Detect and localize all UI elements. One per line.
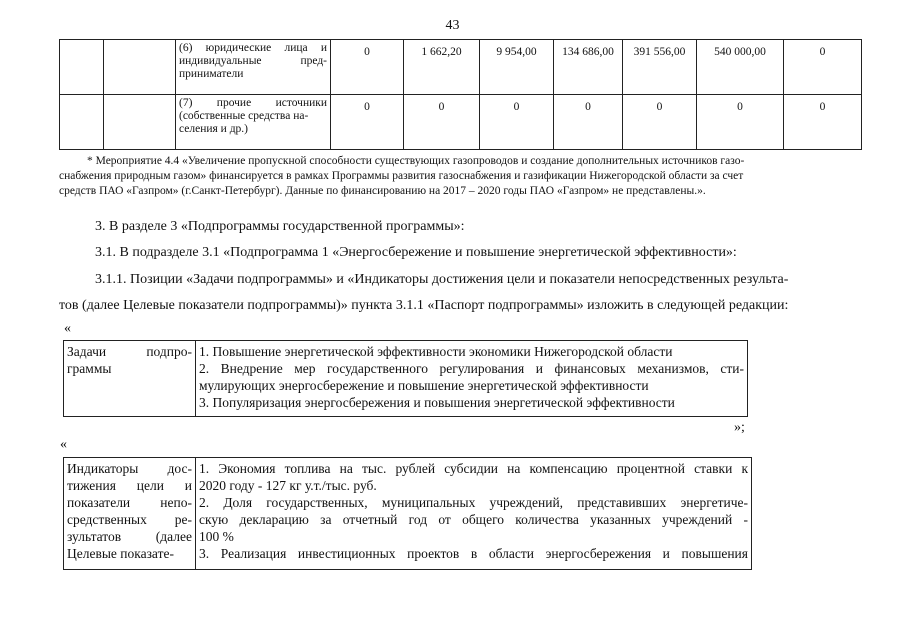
table-row <box>64 341 748 417</box>
table-row <box>60 95 862 150</box>
table-cell: 1 662,20 <box>404 40 480 95</box>
empty-cell <box>104 40 176 95</box>
close-quote: »; <box>734 420 745 435</box>
desc-line: (6) юридические лица и <box>179 42 327 54</box>
indicator-item: 3. Реализация инвестиционных проектов в области энергосбережения и повышения <box>199 546 748 561</box>
table-cell: 0 <box>480 95 554 150</box>
table-cell: 134 686,00 <box>554 40 623 95</box>
paragraph: 3.1. В подразделе 3.1 «Подпрограмма 1 «Энергосбережение и повышение энергетической эффективности»: <box>95 245 737 260</box>
paragraph: тов (далее Целевые показатели подпрограммы)» пункта 3.1.1 «Паспорт подпрограммы» изложить в следующей редакции: <box>59 298 789 313</box>
desc-line: индивидуальные пред- <box>179 55 327 67</box>
table-cell: 0 <box>331 40 404 95</box>
empty-cell <box>104 95 176 150</box>
financing-table <box>59 39 862 150</box>
table-cell: 0 <box>331 95 404 150</box>
row-description <box>176 95 331 150</box>
task-item: мулирующих энергосбережение и повышение энергетической эффективности <box>199 378 649 393</box>
label-line: зультатов (далее <box>67 529 192 544</box>
paragraph: 3.1.1. Позиции «Задачи подпрограммы» и «Индикаторы достижения цели и показатели непосредственных результа- <box>95 272 789 287</box>
task-item: 3. Популяризация энергосбережения и повышения энергетической эффективности <box>199 395 675 410</box>
empty-cell <box>60 95 104 150</box>
label-line: Целевые показате- <box>67 546 174 561</box>
tasks-table <box>63 340 748 417</box>
row-description <box>176 40 331 95</box>
table-cell: 0 <box>784 40 862 95</box>
label-line: Задачи подпро- <box>67 344 192 359</box>
task-item: 2. Внедрение мер государственного регулирования и финансовых механизмов, сти- <box>199 361 744 376</box>
table-row <box>64 458 752 570</box>
desc-line: (собственные средства на- <box>179 110 309 122</box>
indicator-item: 2020 году - 127 кг у.т./тыс. руб. <box>199 478 377 493</box>
table-cell: 0 <box>554 95 623 150</box>
desc-line: (7) прочие источники <box>179 97 327 109</box>
table-row <box>60 40 862 95</box>
indicator-item: скую декларацию за отчетный год от общего количества указанных учреждений - <box>199 512 748 527</box>
table-cell: 0 <box>784 95 862 150</box>
desc-line: селения и др.) <box>179 123 248 135</box>
label-line: граммы <box>67 361 112 376</box>
indicator-item: 2. Доля государственных, муниципальных учреждений, представивших энергетиче- <box>199 495 748 510</box>
indicator-item: 100 % <box>199 529 234 544</box>
indicators-table <box>63 457 752 570</box>
label-line: Индикаторы дос- <box>67 461 192 476</box>
footnote-line: снабжения природным газом» финансируется в рамках Программы развития газоснабжения и газификации Нижегородской области за счет <box>59 170 744 182</box>
footnote-line: * Мероприятие 4.4 «Увеличение пропускной способности существующих газопроводов и создание дополнительных источников газо- <box>87 155 745 167</box>
open-quote: « <box>60 437 67 452</box>
task-item: 1. Повышение энергетической эффективности экономики Нижегородской области <box>199 344 673 359</box>
paragraph: 3. В разделе 3 «Подпрограммы государственной программы»: <box>95 219 465 234</box>
page-number: 43 <box>445 18 460 33</box>
footnote-line: средств ПАО «Газпром» (г.Санкт-Петербург). Данные по финансированию на 2017 – 2020 годы ПАО «Газпром» не представлены.». <box>59 185 706 197</box>
indicators-label <box>64 458 196 570</box>
table-cell: 0 <box>623 95 697 150</box>
tasks-label <box>64 341 196 417</box>
tasks-content <box>196 341 748 417</box>
table-cell: 391 556,00 <box>623 40 697 95</box>
desc-line: приниматели <box>179 68 244 80</box>
open-quote: « <box>64 321 71 336</box>
table-cell: 0 <box>404 95 480 150</box>
label-line: показатели непо- <box>67 495 192 510</box>
table-cell: 540 000,00 <box>697 40 784 95</box>
table-cell: 9 954,00 <box>480 40 554 95</box>
label-line: тижения цели и <box>67 478 192 493</box>
indicators-content <box>196 458 752 570</box>
table-cell: 0 <box>697 95 784 150</box>
empty-cell <box>60 40 104 95</box>
label-line: средственных ре- <box>67 512 192 527</box>
indicator-item: 1. Экономия топлива на тыс. рублей субсидии на компенсацию процентной ставки к <box>199 461 748 476</box>
